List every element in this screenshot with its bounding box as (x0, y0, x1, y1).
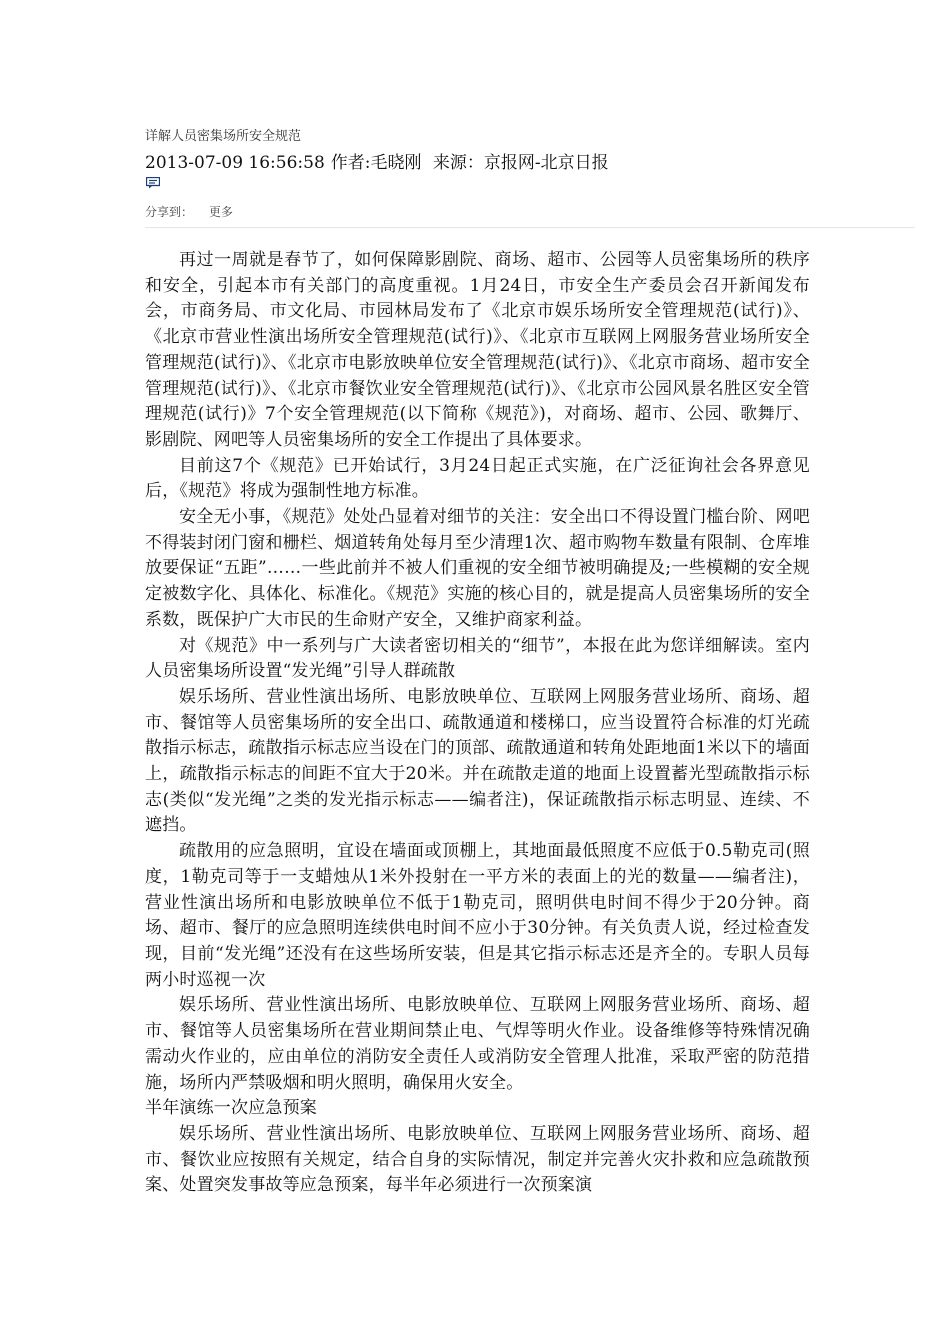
paragraph: 再过一周就是春节了，如何保障影剧院、商场、超市、公园等人员密集场所的秩序和安全，引起本市有关部门的高度重视。1月24日，市安全生产委员会召开新闻发布会，市商务局、市文化局、市园林局发布了《北京市娱乐场所安全管理规范(试行)》、《北京市营业性演出场所安全管理规范(试行)》、《北京市互联网上网服务营业场所安全管理规范(试行)》、《北京市电影放映单位安全管理规范(试行)》、《北京市商场、超市安全管理规范(试行)》、《北京市餐饮业安全管理规范(试行)》、《北京市公园风景名胜区安全管理规范(试行)》7个安全管理规范(以下简称《规范》)，对商场、超市、公园、歌舞厅、影剧院、网吧等人员密集场所的安全工作提出了具体要求。 (145, 250, 810, 450)
article-body (145, 248, 810, 1199)
paragraph: 疏散用的应急照明，宜设在墙面或顶棚上，其地面最低照度不应低于0.5勒克司(照度，1勒克司等于一支蜡烛从1米外投射在一平方米的表面上的光的数量——编者注)，营业性演出场所和电影放映单位不低于1勒克司，照明供电时间不得少于20分钟。商场、超市、餐厅的应急照明连续供电时间不应小于30分钟。有关负责人说，经过检查发现，目前“发光绳”还没有在这些场所安装，但是其它指示标志还是齐全的。专职人员每两小时巡视一次 (145, 841, 810, 990)
paragraph: 娱乐场所、营业性演出场所、电影放映单位、互联网上网服务营业场所、商场、超市、餐馆等人员密集场所的安全出口、疏散通道和楼梯口，应当设置符合标准的灯光疏散指示标志，疏散指示标志应当设在门的顶部、疏散通道和转角处距地面1米以下的墙面上，疏散指示标志的间距不宜大于20米。并在疏散走道的地面上设置蓄光型疏散指示标志(类似“发光绳”之类的发光指示标志——编者注)，保证疏散指示标志明显、连续、不遮挡。 (145, 686, 810, 836)
article-meta (145, 152, 615, 174)
divider (145, 227, 915, 228)
article-author: 作者:毛晓刚 (330, 153, 422, 173)
comment-icon[interactable] (146, 177, 160, 189)
paragraph: 娱乐场所、营业性演出场所、电影放映单位、互联网上网服务营业场所、商场、超市、餐馆等人员密集场所在营业期间禁止电、气焊等明火作业。设备维修等特殊情况确需动火作业的，应由单位的消防安全责任人或消防安全管理人批准，采取严密的防范措施，场所内严禁吸烟和明火照明，确保用火安全。 (145, 995, 810, 1093)
paragraph: 娱乐场所、营业性演出场所、电影放映单位、互联网上网服务营业场所、商场、超市、餐饮业应按照有关规定，结合自身的实际情况，制定并完善火灾扑救和应急疏散预案、处置突发事故等应急预案，每半年必须进行一次预案演 (145, 1123, 810, 1196)
share-bar (145, 204, 233, 220)
share-more-link[interactable]: 更多 (208, 205, 233, 219)
article-source: 来源：京报网-北京日报 (432, 153, 609, 173)
paragraph: 目前这7个《规范》已开始试行，3月24日起正式实施，在广泛征询社会各界意见后，《规范》将成为强制性地方标准。 (145, 455, 810, 502)
section-heading: 半年演练一次应急预案 (145, 1098, 317, 1119)
article-title: 详解人员密集场所安全规范 (145, 129, 302, 144)
paragraph: 安全无小事，《规范》处处凸显着对细节的关注：安全出口不得设置门槛台阶、网吧不得装封闭门窗和栅栏、烟道转角处每月至少清理1次、超市购物车数量有限制、仓库堆放要保证“五距”……一些此前并不被人们重视的安全细节被明确提及;一些模糊的安全规定被数字化、具体化、标准化。《规范》实施的核心目的，就是提高人员密集场所的安全系数，既保护广大市民的生命财产安全，又维护商家利益。 (145, 507, 810, 630)
publish-datetime: 2013-07-09 16:56:58 (145, 153, 325, 173)
paragraph: 对《规范》中一系列与广大读者密切相关的“细节”，本报在此为您详细解读。室内人员密集场所设置“发光绳”引导人群疏散 (145, 635, 810, 682)
share-label: 分享到： (145, 205, 194, 219)
